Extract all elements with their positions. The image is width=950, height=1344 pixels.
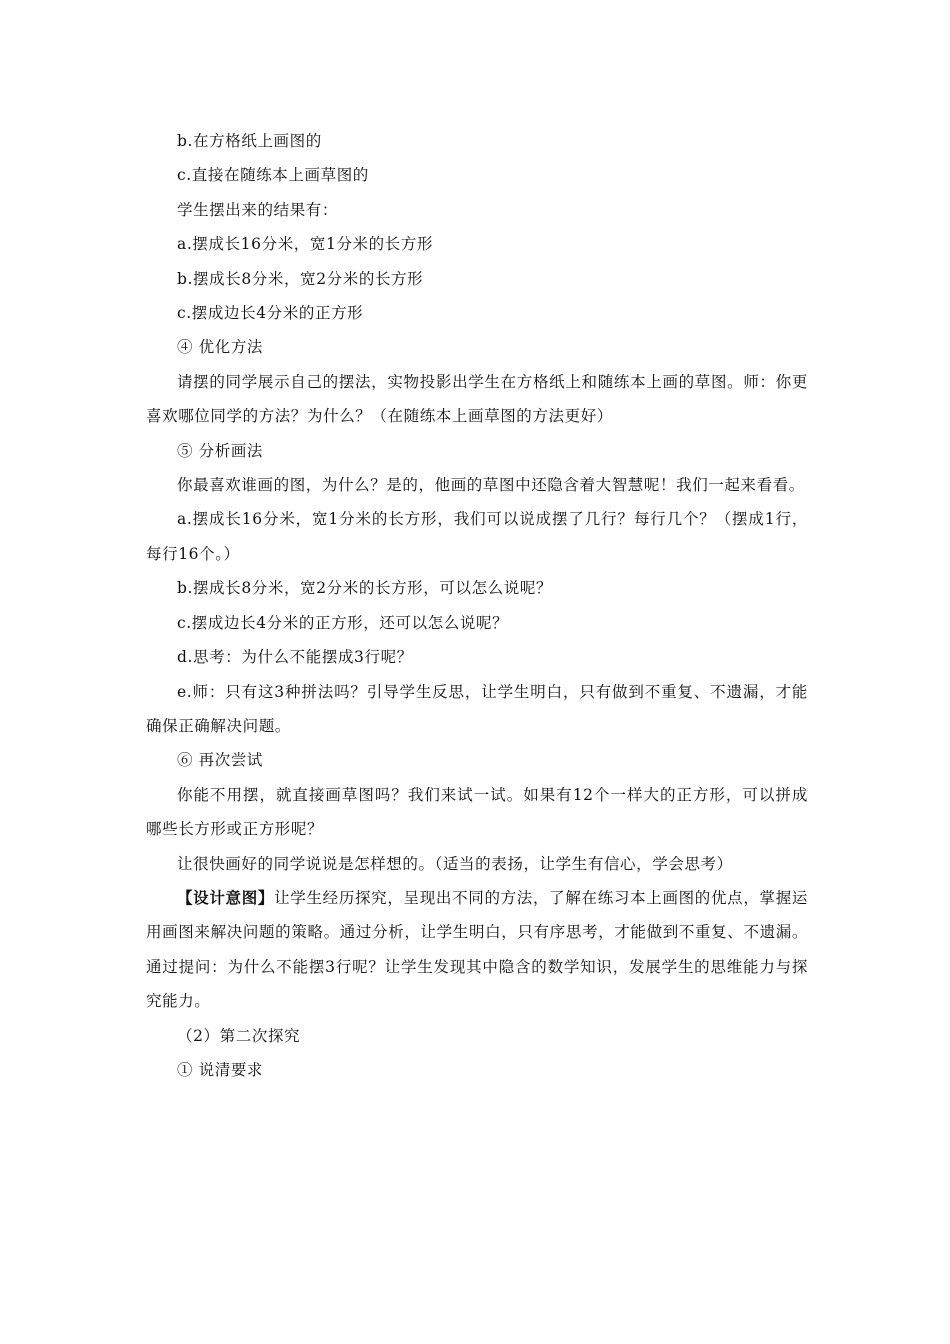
paragraph-10: a.摆成长16分米，宽1分米的长方形，我们可以说成摆了几行？每行几个？（摆成1行，每行16个。） [146, 510, 808, 563]
design-intent-text: 让学生经历探究，呈现出不同的方法，了解在练习本上画图的优点，掌握运用画图来解决问题的策略。通过分析，让学生明白，只有序思考，才能做到不重复、不遗漏。通过提问：为什么不能摆3行呢？让学生发现其中隐含的数学知识，发展学生的思维能力与探究能力。 [146, 888, 808, 1011]
paragraph-13: d.思考：为什么不能摆成3行呢？ [177, 648, 413, 667]
design-intent-paragraph [146, 881, 808, 1019]
paragraph-9: 你最喜欢谁画的图，为什么？是的，他画的草图中还隐含着大智慧呢！我们一起来看看。 [177, 476, 805, 495]
paragraph-1: c.直接在随练本上画草图的 [177, 166, 369, 185]
paragraph-14: e.师：只有这3种拼法吗？引导学生反思，让学生明白，只有做到不重复、不遗漏，才能确保正确解决问题。 [146, 682, 808, 735]
paragraph-0: b.在方格纸上画图的 [177, 132, 322, 150]
paragraph-5: c.摆成边长4分米的正方形 [177, 304, 364, 323]
paragraph-11: b.摆成长8分米，宽2分米的长方形，可以怎么说呢？ [177, 579, 553, 598]
paragraph-17: 让很快画好的同学说说是怎样想的。（适当的表扬，让学生有信心，学会思考） [177, 854, 733, 873]
section-heading-analyze: ⑤ 分析画法 [177, 441, 264, 460]
paragraph-4: b.摆成长8分米，宽2分米的长方形 [177, 269, 424, 288]
section-heading-second-exploration: （2）第二次探究 [177, 1026, 301, 1045]
paragraph-2: 学生摆出来的结果有： [177, 200, 339, 219]
paragraph-12: c.摆成边长4分米的正方形，还可以怎么说呢？ [177, 613, 509, 632]
document-body [146, 124, 808, 1087]
section-heading-retry: ⑥ 再次尝试 [177, 751, 264, 770]
paragraph-7: 请摆的同学展示自己的摆法，实物投影出学生在方格纸上和随练本上画的草图。师：你更喜欢哪位同学的方法？为什么？（在随练本上画草图的方法更好） [146, 372, 808, 426]
paragraph-3: a.摆成长16分米，宽1分米的长方形 [177, 235, 434, 254]
design-intent-label: 【设计意图】 [177, 887, 275, 907]
section-heading-requirements: ① 说清要求 [177, 1060, 264, 1079]
paragraph-16: 你能不用摆，就直接画草图吗？我们来试一试。如果有12个一样大的正方形，可以拼成哪些长方形或正方形呢？ [146, 785, 808, 839]
section-heading-optimize: ④ 优化方法 [177, 338, 264, 357]
